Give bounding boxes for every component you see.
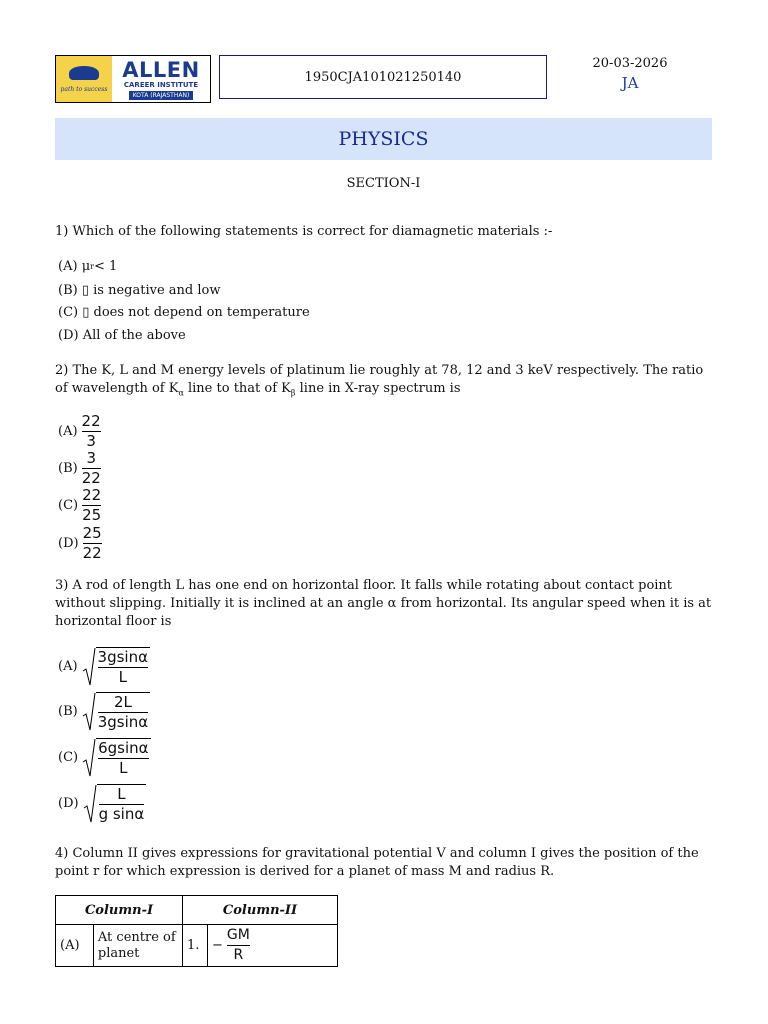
denominator: L [119, 759, 128, 777]
row-number: 1. [183, 925, 208, 967]
match-table [55, 895, 338, 967]
column-2-header: Column-II [183, 896, 338, 925]
denominator: 25 [82, 506, 102, 524]
option-label: (C) [58, 497, 79, 513]
q2-option-d [58, 525, 102, 562]
denominator: 3 [86, 432, 96, 450]
option-label: (D) [58, 328, 79, 343]
q3-option-b [58, 692, 150, 732]
logo-tagline: path to success [60, 85, 108, 93]
option-rest: < 1 [93, 259, 118, 274]
option-text: ▯ is negative and low [81, 283, 221, 298]
row-position: At centre of planet [93, 925, 182, 967]
option-text: ▯ does not depend on temperature [82, 305, 310, 320]
question-3-text [55, 577, 715, 631]
q1-option-d [58, 327, 186, 345]
column-1-header: Column-I [56, 896, 183, 925]
question-2-text [55, 362, 715, 403]
option-label: (C) [58, 305, 79, 320]
id-number: 1950CJA101021250140 [304, 69, 462, 85]
option-label: (B) [58, 704, 78, 719]
option-label: (A) [58, 659, 78, 674]
numerator: GM [226, 927, 250, 943]
test-code: JA [621, 74, 639, 92]
option-sub: r [90, 262, 94, 271]
allen-logo [55, 55, 211, 103]
numerator: L [117, 785, 126, 803]
logo-emblem-icon [56, 56, 112, 102]
q2-option-a [58, 413, 101, 450]
option-text: All of the above [82, 328, 186, 343]
q2-option-c [58, 487, 101, 524]
denominator: 22 [82, 544, 102, 562]
test-date: 20-03-2026 [592, 56, 668, 71]
logo-subtitle: CAREER INSTITUTE [123, 80, 199, 89]
q3-option-d [58, 784, 146, 824]
section-title: SECTION-I [346, 176, 421, 191]
q3-line1: 3) A rod of length L has one end on horizontal floor. It falls while rotating about contact point [55, 578, 673, 593]
numerator: 25 [82, 524, 102, 542]
minus-sign: − [212, 938, 223, 953]
option-label: (B) [58, 460, 78, 476]
q4-line1: 4) Column II gives expressions for gravitational potential V and column I gives the position of the [55, 846, 699, 861]
option-label: (D) [58, 796, 79, 811]
option-label: (A) [58, 259, 78, 274]
row-label: (A) [56, 925, 94, 967]
numerator: 3 [86, 449, 97, 467]
numerator: 22 [82, 486, 102, 504]
q3-line3: horizontal floor is [55, 614, 172, 629]
q3-option-a [58, 647, 150, 687]
subject-title: PHYSICS [338, 128, 429, 150]
square-root [83, 784, 147, 824]
numerator: 2L [113, 693, 132, 711]
square-root [82, 738, 150, 778]
q2-line2: of wavelength of $K_\alpha$ line to that of $K_\beta$ line in X-ray spectrum is [55, 381, 461, 398]
option-label: (D) [58, 535, 79, 551]
q4-line2: point r for which expression is derived for a planet of mass M and radius R. [55, 864, 555, 879]
row-expression [208, 925, 338, 967]
fraction [82, 413, 101, 450]
fraction [83, 525, 102, 562]
denominator: L [118, 668, 127, 686]
denominator: 22 [81, 469, 101, 487]
fraction [82, 487, 101, 524]
fraction [82, 450, 101, 487]
subject-banner [55, 118, 712, 160]
q1-option-a [58, 258, 117, 276]
denominator: R [233, 947, 244, 963]
logo-location: KOTA (RAJASTHAN) [129, 91, 194, 100]
q3-option-c [58, 738, 151, 778]
numerator: 6gsinα [98, 739, 149, 757]
numerator: 22 [81, 412, 101, 430]
square-root [82, 692, 150, 732]
numerator: 3gsinα [97, 648, 148, 666]
denominator: 3gsinα [97, 713, 149, 731]
option-label: (C) [58, 750, 79, 765]
option-text: μ [81, 259, 91, 274]
logo-name: ALLEN [122, 57, 200, 82]
q1-option-c [58, 304, 310, 322]
question-4-text [55, 845, 715, 881]
id-number-box [219, 55, 547, 99]
q2-line1: 2) The K, L and M energy levels of platinum lie roughly at 78, 12 and 3 keV respectively. The ratio [55, 363, 704, 378]
option-label: (B) [58, 283, 78, 298]
table-row [56, 925, 338, 967]
question-1-text: 1) Which of the following statements is correct for diamagnetic materials :- [55, 224, 553, 239]
q2-option-b [58, 450, 101, 487]
square-root [82, 647, 150, 687]
q3-line2: without slipping. Initially it is inclined at an angle α from horizontal. Its angular speed when it is at [55, 596, 712, 611]
option-label: (A) [58, 423, 78, 439]
q1-option-b [58, 282, 220, 300]
denominator: g sinα [98, 805, 145, 823]
